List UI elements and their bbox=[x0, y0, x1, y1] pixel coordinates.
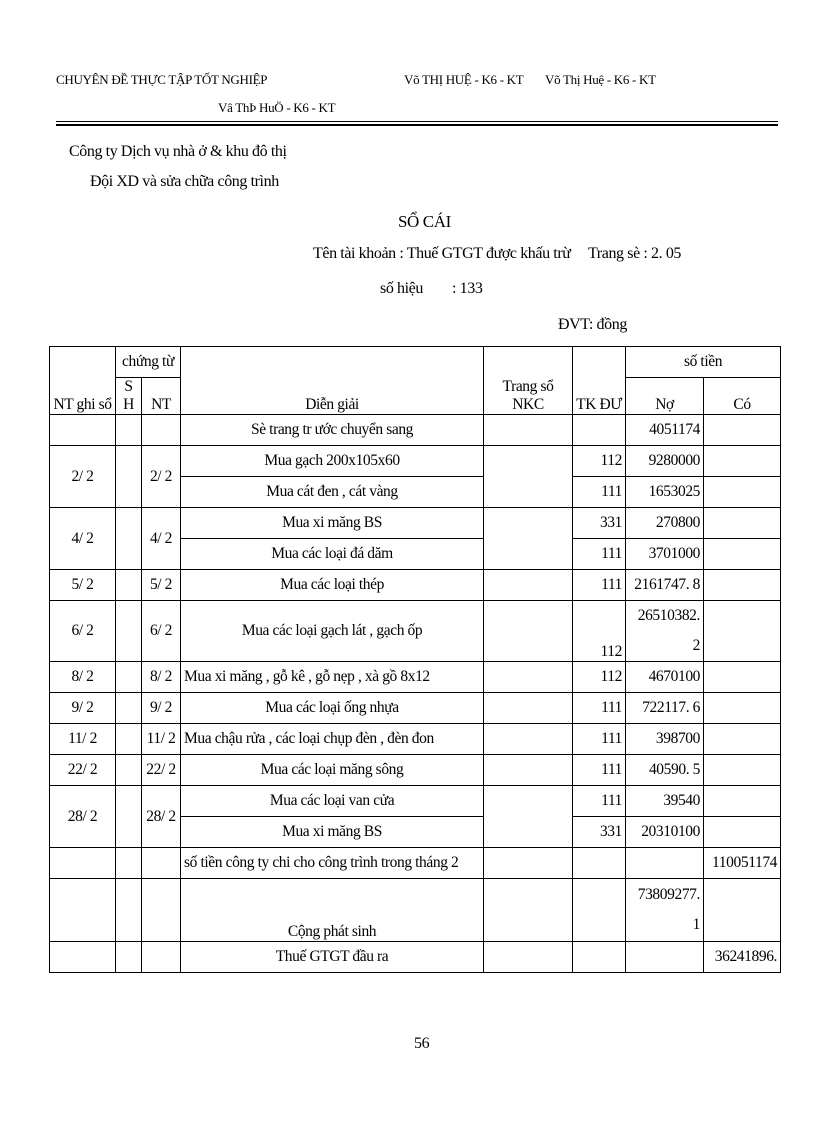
date-cell: 22/ 2 bbox=[50, 755, 116, 786]
debit-cell: 4051174 bbox=[626, 415, 704, 446]
col-counter-account-header: TK ĐƯ bbox=[573, 347, 626, 415]
ledger-table bbox=[49, 346, 781, 973]
date-cell: 6/ 2 bbox=[50, 601, 116, 662]
table-row bbox=[50, 755, 781, 786]
account-cell: 112 bbox=[573, 662, 626, 693]
credit-cell: 36241896. bbox=[704, 942, 781, 973]
col-voucher-no-header: S H bbox=[116, 378, 142, 415]
account-cell: 111 bbox=[573, 570, 626, 601]
header-right: Võ Thị Huệ - K6 - KT bbox=[545, 72, 656, 87]
account-cell: 331 bbox=[573, 508, 626, 539]
header-left: CHUYÊN ĐỀ THỰC TẬP TỐT NGHIỆP bbox=[56, 72, 268, 87]
date-cell: 8/ 2 bbox=[50, 662, 116, 693]
col-amount-header: số tiền bbox=[626, 347, 781, 378]
description-cell: Cộng phát sinh bbox=[181, 879, 484, 942]
header-rule-thick bbox=[56, 124, 778, 126]
voucher-date-cell: 11/ 2 bbox=[142, 724, 181, 755]
date-cell: 28/ 2 bbox=[50, 786, 116, 848]
voucher-date-cell: 6/ 2 bbox=[142, 601, 181, 662]
description-cell: Mua gạch 200x105x60 bbox=[181, 446, 484, 477]
col-date-header: NT ghi sổ bbox=[50, 347, 116, 415]
table-row bbox=[50, 848, 781, 879]
description-cell: số tiền công ty chi cho công trình trong tháng 2 bbox=[181, 848, 484, 879]
table-row bbox=[50, 693, 781, 724]
account-cell: 331 bbox=[573, 817, 626, 848]
voucher-date-cell: 2/ 2 bbox=[142, 446, 181, 508]
header-rule-thin bbox=[56, 121, 778, 122]
page-ref: Trang sè : 2. 05 bbox=[588, 245, 682, 262]
debit-cell: 722117. 6 bbox=[626, 693, 704, 724]
account-cell: 111 bbox=[573, 724, 626, 755]
account-cell: 111 bbox=[573, 539, 626, 570]
table-row bbox=[50, 786, 781, 817]
date-cell: 2/ 2 bbox=[50, 446, 116, 508]
page-number: 56 bbox=[414, 1035, 430, 1052]
debit-cell: 3701000 bbox=[626, 539, 704, 570]
voucher-date-cell: 8/ 2 bbox=[142, 662, 181, 693]
debit-cell: 4670100 bbox=[626, 662, 704, 693]
description-cell: Mua chậu rửa , các loại chụp đèn , đèn đon bbox=[181, 724, 484, 755]
account-cell: 111 bbox=[573, 755, 626, 786]
col-credit-header: Có bbox=[704, 378, 781, 415]
col-voucher-header: chứng từ bbox=[116, 347, 181, 378]
account-name: Tên tài khoản : Thuế GTGT được khấu trừ bbox=[313, 245, 571, 262]
total-row bbox=[50, 879, 781, 942]
account-cell: 112 bbox=[573, 601, 626, 662]
description-cell: Mua xi măng , gỗ kê , gỗ nẹp , xà gồ 8x12 bbox=[181, 662, 484, 693]
date-cell: 5/ 2 bbox=[50, 570, 116, 601]
debit-cell: 270800 bbox=[626, 508, 704, 539]
account-number-label: số hiệu bbox=[380, 280, 423, 297]
description-cell: Mua các loại đá dăm bbox=[181, 539, 484, 570]
description-cell: Mua xi măng BS bbox=[181, 508, 484, 539]
col-debit-header: Nợ bbox=[626, 378, 704, 415]
account-cell: 112 bbox=[573, 446, 626, 477]
debit-cell: 2161747. 8 bbox=[626, 570, 704, 601]
date-cell: 11/ 2 bbox=[50, 724, 116, 755]
account-cell: 111 bbox=[573, 477, 626, 508]
header-middle: Võ THỊ HUỆ - K6 - KT bbox=[404, 72, 524, 87]
description-cell: Sè trang tr ước chuyển sang bbox=[181, 415, 484, 446]
description-cell: Mua các loại thép bbox=[181, 570, 484, 601]
table-row bbox=[50, 415, 781, 446]
description-cell: Thuế GTGT đầu ra bbox=[181, 942, 484, 973]
date-cell: 9/ 2 bbox=[50, 693, 116, 724]
account-cell: 111 bbox=[573, 786, 626, 817]
header-second: Vâ ThÞ HuÖ - K6 - KT bbox=[218, 100, 336, 115]
debit-cell: 26510382. 2 bbox=[626, 601, 704, 662]
debit-cell: 9280000 bbox=[626, 446, 704, 477]
table-row bbox=[50, 446, 781, 477]
col-description-header: Diễn giải bbox=[181, 347, 484, 415]
col-journal-page-header: Trang sổ NKC bbox=[484, 347, 573, 415]
voucher-date-cell: 28/ 2 bbox=[142, 786, 181, 848]
col-voucher-date-header: NT bbox=[142, 378, 181, 415]
date-cell: 4/ 2 bbox=[50, 508, 116, 570]
ledger-title: SỔ CÁI bbox=[398, 212, 451, 231]
voucher-date-cell: 5/ 2 bbox=[142, 570, 181, 601]
description-cell: Mua các loại ống nhựa bbox=[181, 693, 484, 724]
description-cell: Mua các loại gạch lát , gạch ốp bbox=[181, 601, 484, 662]
voucher-date-cell: 9/ 2 bbox=[142, 693, 181, 724]
table-row bbox=[50, 942, 781, 973]
account-cell: 111 bbox=[573, 693, 626, 724]
debit-cell: 73809277. 1 bbox=[626, 879, 704, 942]
account-number: : 133 bbox=[452, 280, 483, 297]
debit-cell: 39540 bbox=[626, 786, 704, 817]
company-name: Công ty Dịch vụ nhà ở & khu đô thị bbox=[69, 143, 287, 160]
header-row-1 bbox=[50, 347, 781, 378]
table-row bbox=[50, 662, 781, 693]
team-name: Đội XD và sửa chữa công trình bbox=[90, 173, 279, 190]
currency-unit: ĐVT: đồng bbox=[558, 316, 627, 333]
description-cell: Mua các loại măng sông bbox=[181, 755, 484, 786]
debit-cell: 398700 bbox=[626, 724, 704, 755]
credit-cell: 110051174 bbox=[704, 848, 781, 879]
description-cell: Mua xi măng BS bbox=[181, 817, 484, 848]
voucher-date-cell: 22/ 2 bbox=[142, 755, 181, 786]
debit-cell: 1653025 bbox=[626, 477, 704, 508]
debit-cell: 20310100 bbox=[626, 817, 704, 848]
table-row bbox=[50, 724, 781, 755]
debit-cell: 40590. 5 bbox=[626, 755, 704, 786]
description-cell: Mua các loại van cửa bbox=[181, 786, 484, 817]
table-row bbox=[50, 508, 781, 539]
voucher-date-cell: 4/ 2 bbox=[142, 508, 181, 570]
table-row bbox=[50, 601, 781, 662]
description-cell: Mua cát đen , cát vàng bbox=[181, 477, 484, 508]
table-row bbox=[50, 570, 781, 601]
